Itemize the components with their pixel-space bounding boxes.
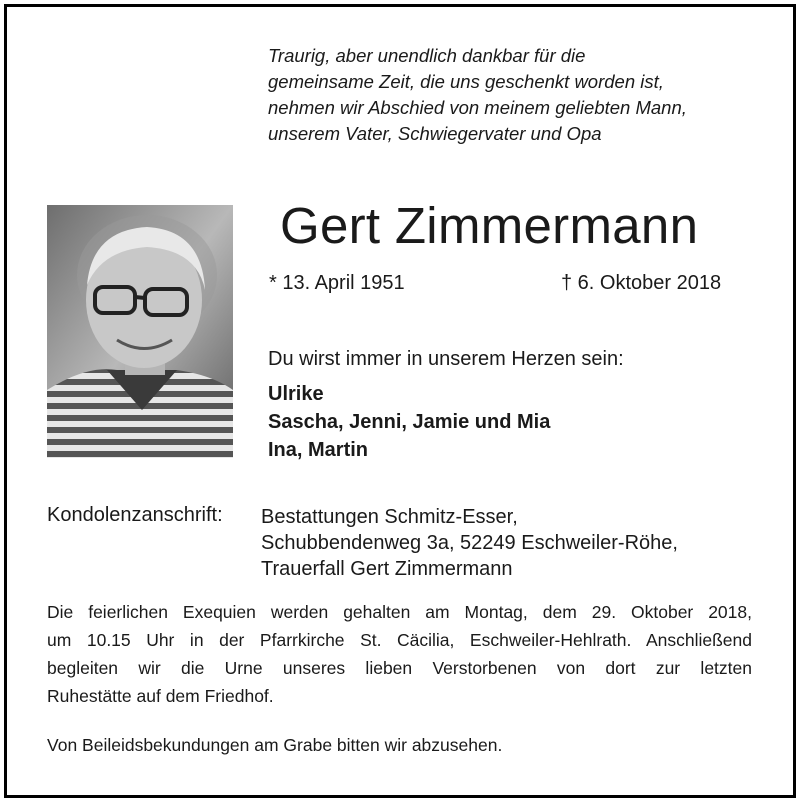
- address-line: Bestattungen Schmitz-Esser,: [261, 506, 518, 528]
- condolence-label: Kondolenzanschrift:: [47, 504, 223, 526]
- service-details: [47, 598, 752, 710]
- mourner-name: Ina, Martin: [268, 439, 369, 461]
- death-date: † 6. Oktober 2018: [561, 272, 722, 294]
- service-line: Ruhestätte auf dem Friedhof.: [47, 686, 274, 706]
- service-line: Die feierlichen Exequien werden gehalten am Montag, dem 29. Oktober 2018,: [47, 602, 752, 622]
- intro-line: unserem Vater, Schwiegervater und Opa: [268, 123, 602, 144]
- intro-line: nehmen wir Abschied von meinem geliebten Mann,: [268, 97, 687, 118]
- condolence-note: Von Beileidsbekundungen am Grabe bitten wir abzusehen.: [47, 735, 503, 755]
- mourners-list: [268, 380, 550, 464]
- mourners-heading: Du wirst immer in unserem Herzen sein:: [268, 348, 624, 370]
- intro-line: Traurig, aber unendlich dankbar für die: [268, 45, 586, 66]
- mourner-name: Sascha, Jenni, Jamie und Mia: [268, 411, 551, 433]
- condolence-address: [261, 504, 678, 582]
- address-line: Trauerfall Gert Zimmermann: [261, 558, 513, 580]
- service-line: begleiten wir die Urne unseres lieben Verstorbenen von dort zur letzten: [47, 658, 752, 678]
- mourner-name: Ulrike: [268, 383, 324, 405]
- portrait-photo: [47, 205, 233, 458]
- birth-date: * 13. April 1951: [269, 272, 405, 294]
- address-line: Schubbendenweg 3a, 52249 Eschweiler-Röhe,: [261, 532, 678, 554]
- service-line: um 10.15 Uhr in der Pfarrkirche St. Cäcilia, Eschweiler-Hehlrath. Anschließend: [47, 630, 752, 650]
- intro-text: [268, 43, 687, 147]
- intro-line: gemeinsame Zeit, die uns geschenkt worden ist,: [268, 71, 664, 92]
- portrait-photo-image: [47, 205, 233, 458]
- deceased-name: Gert Zimmermann: [280, 197, 699, 254]
